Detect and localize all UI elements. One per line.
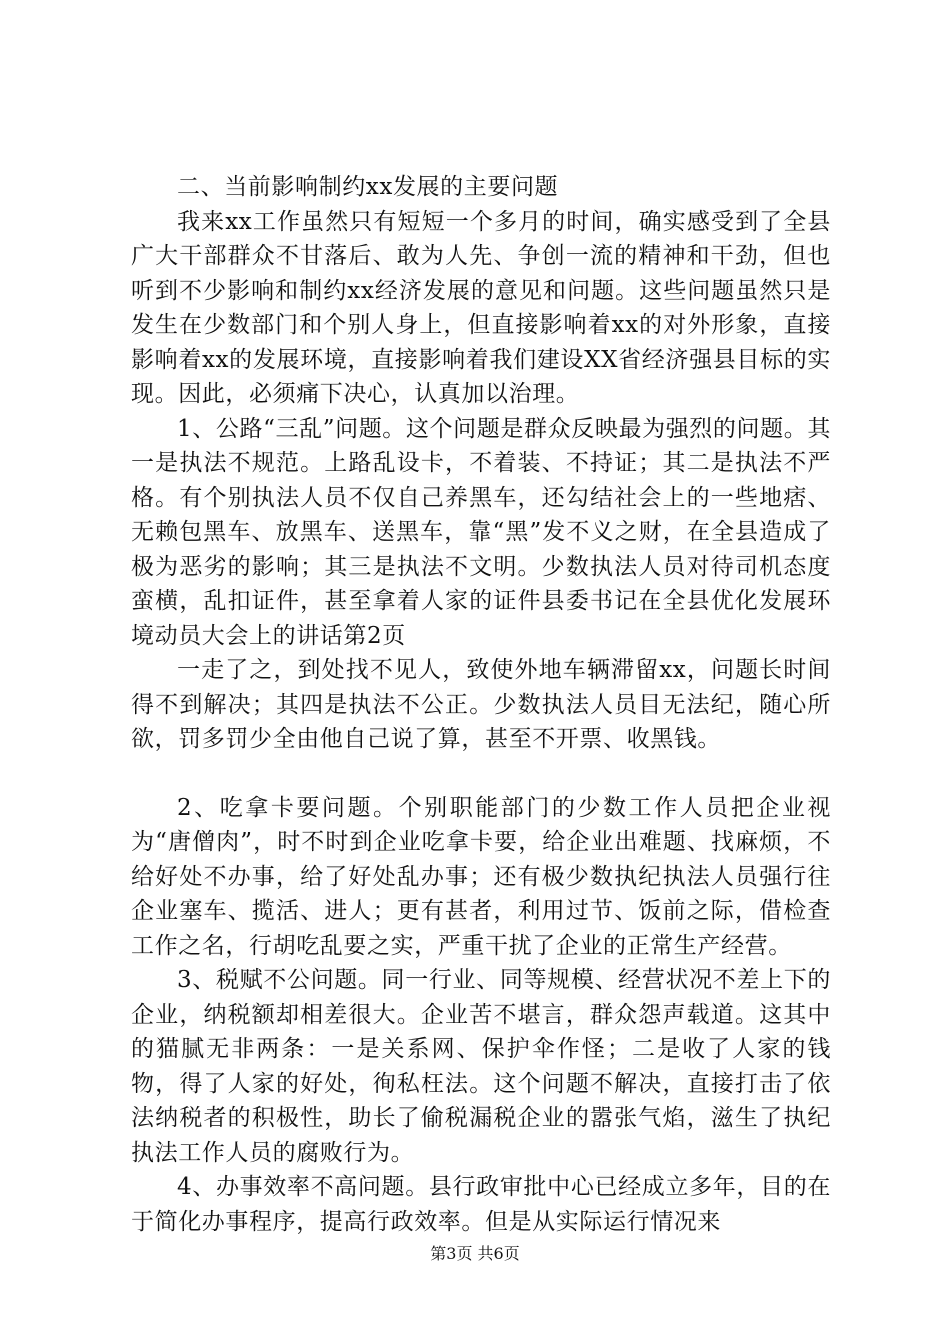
paragraph-intro: 我来xx工作虽然只有短短一个多月的时间，确实感受到了全县广大干部群众不甘落后、敢为人先、争创一流的精神和干劲，但也听到不少影响和制约xx经济发展的意见和问题。这些问题虽然只是发生在少数部门和个别人身上，但直接影响着xx的对外形象，直接影响着xx的发展环境，直接影响着我们建设XX省经济强县目标的实现。因此，必须痛下决心，认真加以治理。	[131, 208, 831, 407]
page-footer: 第3页 共6页	[430, 1244, 520, 1263]
paragraph-road-issue: 1、公路“三乱”问题。这个问题是群众反映最为强烈的问题。其一是执法不规范。上路乱设卡，不着装、不持证；其二是执法不严格。有个别执法人员不仅自己养黑车，还勾结社会上的一些地痞、无赖包黑车、放黑车、送黑车，靠“黑”发不义之财，在全县造成了极为恶劣的影响；其三是执法不文明。少数执法人员对待司机态度蛮横，乱扣证件，甚至拿着人家的证件县委书记在全县优化发展环境动员大会上的讲话第2页	[131, 415, 831, 649]
paragraph-tax-issue: 3、税赋不公问题。同一行业、同等规模、经营状况不差上下的企业，纳税额却相差很大。企业苦不堪言，群众怨声载道。这其中的猫腻无非两条：一是关系网、保护伞作怪；二是收了人家的钱物，得了人家的好处，徇私枉法。这个问题不解决，直接打击了依法纳税者的积极性，助长了偷税漏税企业的嚣张气焰，滋生了执纪执法工作人员的腐败行为。	[131, 967, 831, 1166]
paragraph-bribery-issue: 2、吃拿卡要问题。个别职能部门的少数工作人员把企业视为“唐僧肉”，时不时到企业吃拿卡要，给企业出难题、找麻烦，不给好处不办事，给了好处乱办事；还有极少数执纪执法人员强行往企业塞车、揽活、进人；更有甚者，利用过节、饭前之际，借检查工作之名，行胡吃乱要之实，严重干扰了企业的正常生产经营。	[131, 794, 831, 959]
document-body	[131, 170, 831, 1239]
paragraph-road-issue-continued: 一走了之，到处找不见人，致使外地车辆滞留xx，问题长时间得不到解决；其四是执法不公正。少数执法人员目无法纪，随心所欲，罚多罚少全由他自己说了算，甚至不开票、收黑钱。	[131, 657, 831, 752]
section-heading: 二、当前影响制约xx发展的主要问题	[177, 174, 559, 200]
paragraph-efficiency-issue: 4、办事效率不高问题。县行政审批中心已经成立多年，目的在于简化办事程序，提高行政效率。但是从实际运行情况来	[131, 1174, 831, 1235]
